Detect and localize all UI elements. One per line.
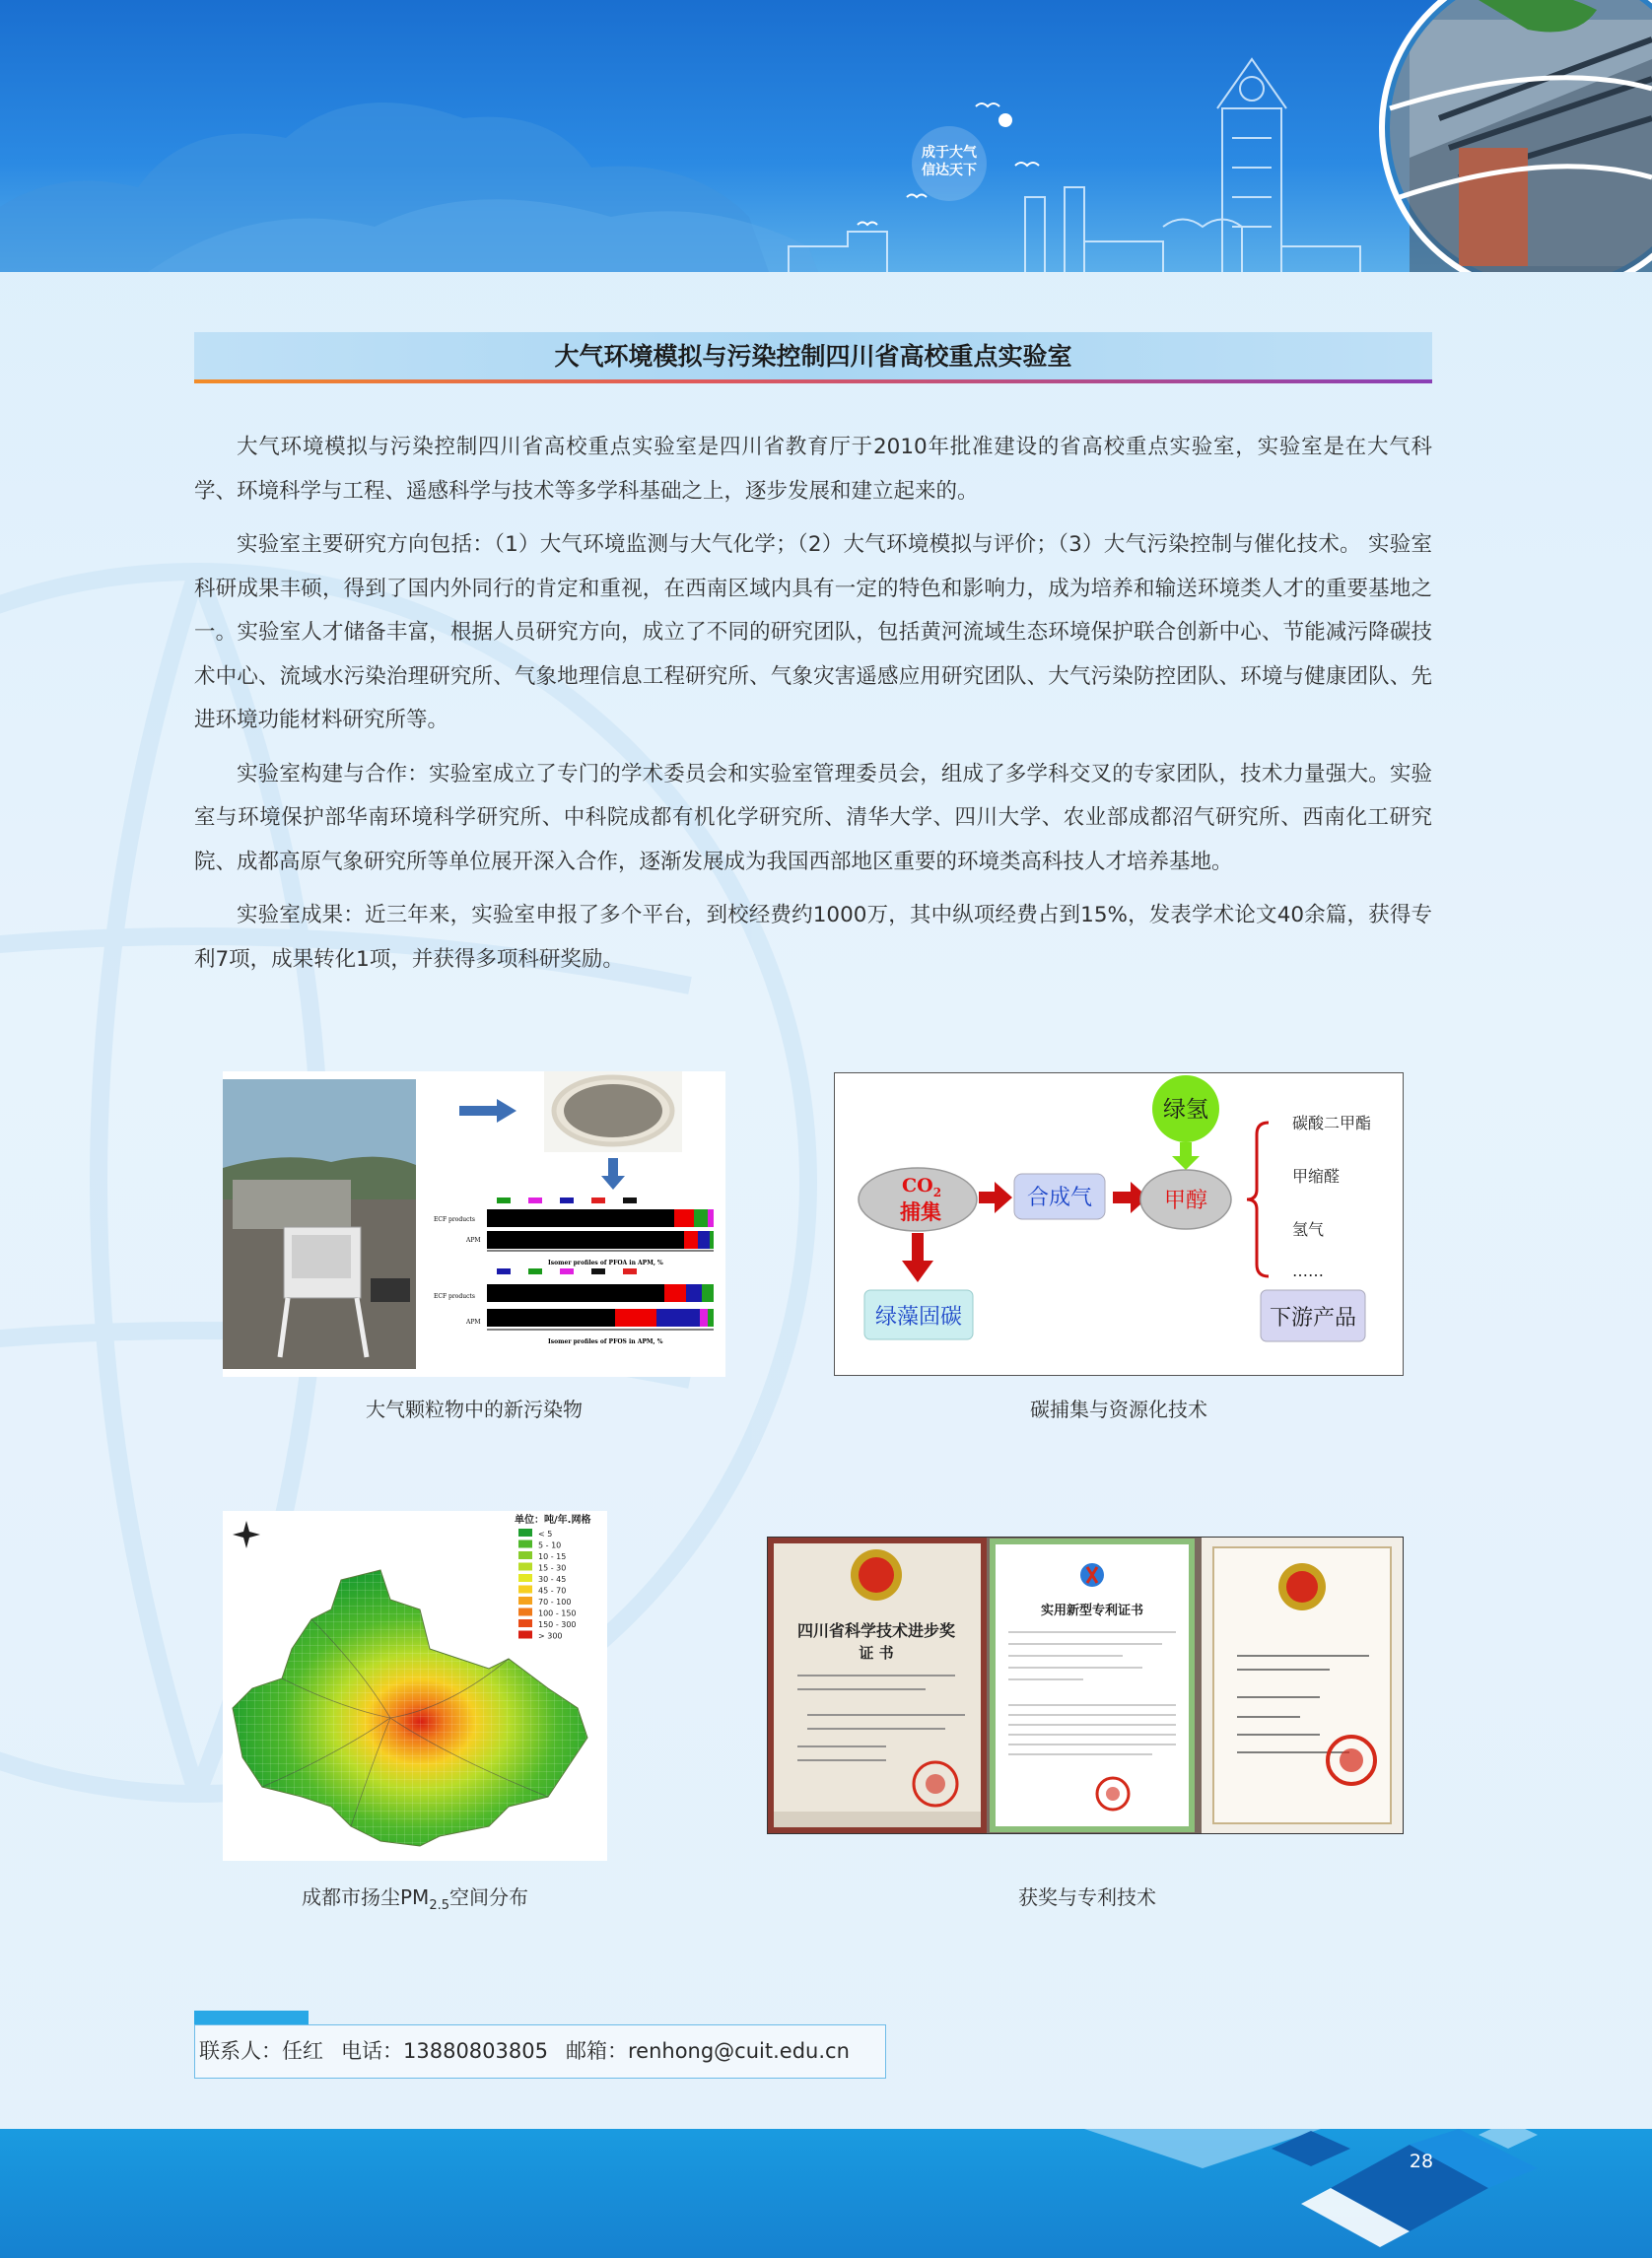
legend-swatch	[518, 1597, 532, 1605]
f4-cert1-sub: 证 书	[859, 1644, 894, 1662]
legend-swatch	[518, 1551, 532, 1559]
legend-label: 100 - 150	[538, 1608, 577, 1618]
f2-methanol-text: 甲醇	[1163, 1189, 1208, 1213]
section-title-bar	[194, 332, 1432, 381]
slogan-line-2: 信达天下	[922, 163, 977, 178]
caption-carbon-capture: 碳捕集与资源化技术	[1030, 1398, 1207, 1421]
legend-swatch	[518, 1586, 532, 1594]
legend-label: < 5	[538, 1530, 553, 1539]
body-text	[194, 426, 1432, 992]
f1-apm-label-2: APM	[466, 1319, 481, 1326]
caption-pm25-pre: 成都市扬尘PM	[301, 1885, 430, 1909]
contact-person: 联系人：任红	[199, 2039, 323, 2063]
f2-green-h2-text: 绿氢	[1163, 1097, 1208, 1123]
legend-swatch	[518, 1540, 532, 1548]
legend-swatch	[518, 1529, 532, 1537]
f1-axis-label-2: Isomer profiles of PFOS in APM, %	[548, 1338, 663, 1345]
f1-ecf-label-2: ECF products	[434, 1293, 475, 1300]
f2-co2-sub: 2	[932, 1186, 942, 1199]
new-pollutants-image	[223, 1071, 725, 1377]
paragraph-cooperation: 实验室构建与合作：实验室成立了专门的学术委员会和实验室管理委员会，组成了多学科交叉的专家团队，技术力量强大。实验室与环境保护部华南环境科学研究所、中科院成都有机化学研究所、清华大学、四川大学、农业部成都沼气研究所、西南化工研究院、成都高原气象研究所等单位展开深入合作，逐渐发展成为我国西部地区重要的环境类高科技人才培养基地。	[194, 761, 1432, 874]
pm25-map-image	[223, 1511, 607, 1861]
legend-label: > 300	[538, 1631, 563, 1641]
figure-carbon-capture	[834, 1072, 1404, 1376]
legend-label: 70 - 100	[538, 1598, 572, 1607]
contact-tab-accent	[194, 2011, 309, 2024]
legend-label: 30 - 45	[538, 1575, 567, 1584]
footer-band	[0, 2129, 1652, 2258]
f4-cert1-title: 四川省科学技术进步奖	[796, 1621, 956, 1640]
caption-pm25-post: 空间分布	[449, 1885, 528, 1909]
f2-capture-text: 捕集	[900, 1200, 941, 1224]
slogan-line-1: 成于大气	[922, 145, 977, 161]
f2-product-4: ……	[1292, 1262, 1324, 1280]
legend-label: 5 - 10	[538, 1540, 562, 1550]
title-underline	[194, 379, 1432, 383]
f2-algae-text: 绿藻固碳	[874, 1305, 963, 1330]
paragraph-intro: 大气环境模拟与污染控制四川省高校重点实验室是四川省教育厅于2010年批准建设的省高校重点实验室，实验室是在大气科学、环境科学与工程、遥感科学与技术等多学科基础之上，逐步发展和建立起来的。	[194, 435, 1432, 504]
figure-new-pollutants	[223, 1071, 725, 1377]
f1-axis-label-1: Isomer profiles of PFOA in APM, %	[548, 1260, 663, 1266]
f2-product-1: 碳酸二甲酯	[1292, 1114, 1372, 1132]
caption-new-pollutants: 大气颗粒物中的新污染物	[366, 1398, 583, 1421]
legend-label: 15 - 30	[538, 1563, 567, 1573]
legend-swatch	[518, 1608, 532, 1616]
carbon-capture-diagram	[835, 1073, 1403, 1375]
contact-box	[194, 2024, 886, 2079]
caption-awards-patents: 获奖与专利技术	[1018, 1885, 1156, 1909]
f3-legend-title: 单位：吨/年.网格	[515, 1515, 591, 1526]
page-number: 28	[1409, 2151, 1434, 2172]
legend-swatch	[518, 1574, 532, 1582]
f2-product-3: 氢气	[1292, 1220, 1325, 1239]
figure-awards-patents	[767, 1537, 1404, 1834]
legend-label: 150 - 300	[538, 1620, 577, 1629]
figure-pm25-map	[223, 1511, 607, 1861]
paragraph-research: 实验室主要研究方向包括：（1）大气环境监测与大气化学；（2）大气环境模拟与评价；（3）大气污染控制与催化技术。 实验室科研成果丰硕，得到了国内外同行的肯定和重视，在西南区域内具有一定的特色和影响力，成为培养和输送环境类人才的重要基地之一。实验室人才储备丰富，根据人员研究方向，成立了不同的研究团队，包括黄河流域生态环境保护联合创新中心、节能减污降碳技术中心、流域水污染治理研究所、气象地理信息工程研究所、气象灾害遥感应用研究团队、大气污染防控团队、环境与健康团队、先进环境功能材料研究所等。	[194, 532, 1432, 732]
legend-label: 45 - 70	[538, 1586, 567, 1596]
footer-decoration	[0, 2129, 1652, 2258]
f2-downstream-text: 下游产品	[1269, 1306, 1357, 1331]
f2-syngas-text: 合成气	[1026, 1186, 1093, 1210]
f2-product-2: 甲缩醛	[1292, 1167, 1341, 1186]
legend-swatch	[518, 1631, 532, 1639]
legend-label: 10 - 15	[538, 1552, 567, 1561]
paragraph-achievements: 实验室成果：近三年来，实验室申报了多个平台，到校经费约1000万，其中纵项经费占到15%，发表学术论文40余篇，获得专利7项，成果转化1项，并获得多项科研奖励。	[194, 903, 1432, 972]
f1-apm-label-1: APM	[466, 1237, 481, 1244]
section-title: 大气环境模拟与污染控制四川省高校重点实验室	[554, 342, 1072, 371]
legend-swatch	[518, 1619, 532, 1627]
f2-co2-text: CO	[902, 1175, 933, 1197]
awards-patents-image	[768, 1538, 1403, 1833]
f1-ecf-label-1: ECF products	[434, 1216, 475, 1223]
caption-pm25-sub: 2.5	[429, 1898, 449, 1913]
legend-swatch	[518, 1563, 532, 1571]
contact-email[interactable]: 邮箱：renhong@cuit.edu.cn	[565, 2039, 850, 2063]
f4-cert2-title: 实用新型专利证书	[1040, 1604, 1144, 1618]
contact-phone: 电话：13880803805	[341, 2039, 548, 2063]
caption-pm25-map	[223, 1882, 607, 1913]
